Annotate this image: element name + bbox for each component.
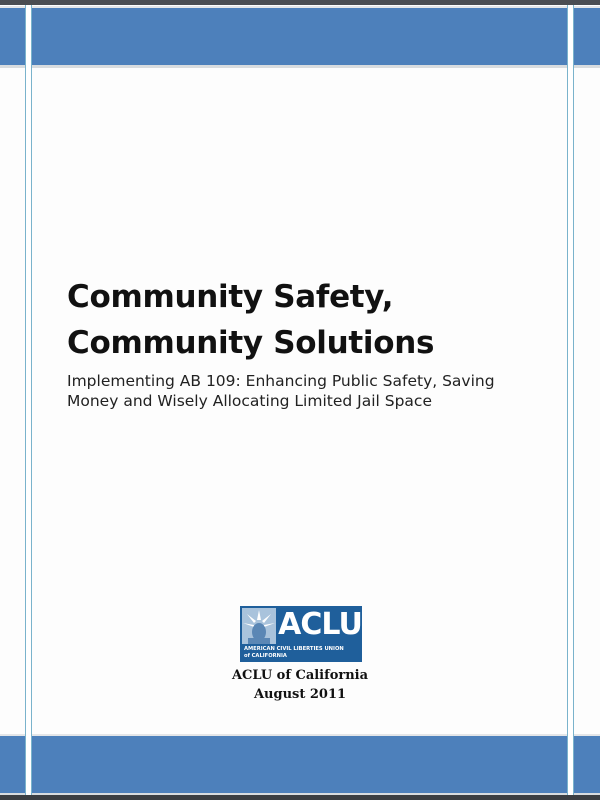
logo-abbreviation: ACLU [278, 607, 362, 642]
logo-full-name [244, 646, 344, 660]
logo-line: of CALIFORNIA [244, 653, 287, 659]
subtitle-line: Money and Wisely Allocating Limited Jail Space [67, 392, 432, 410]
publication-date: August 2011 [253, 687, 347, 702]
footer-band [0, 734, 600, 796]
viewer-top-edge [0, 0, 600, 5]
subtitle-line: Implementing AB 109: Enhancing Public Safety, Saving [67, 372, 495, 390]
document-title [67, 274, 434, 366]
viewer-bottom-edge [0, 795, 600, 800]
document-subtitle [67, 371, 495, 411]
organization-name: ACLU of California [231, 668, 369, 683]
title-line: Community Safety, [67, 279, 394, 315]
title-line: Community Solutions [67, 325, 435, 361]
header-band [0, 6, 600, 68]
logo-line: AMERICAN CIVIL LIBERTIES UNION [244, 646, 344, 652]
statue-of-liberty-icon [242, 608, 276, 644]
aclu-logo [240, 606, 362, 662]
